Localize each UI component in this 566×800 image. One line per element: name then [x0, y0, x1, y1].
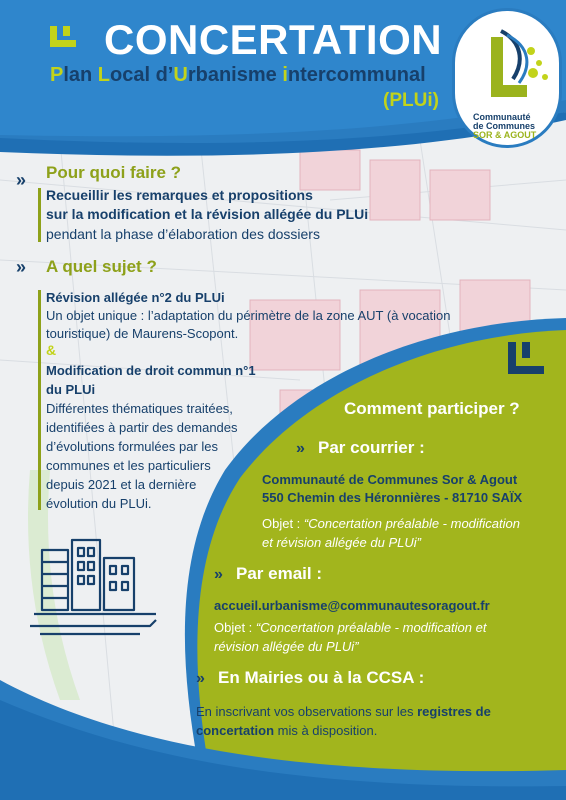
subject-item2-line: d’évolutions formulées par les: [46, 439, 218, 454]
email-heading: Par email :: [236, 564, 322, 583]
page-subtitle-acronym: (PLUi): [383, 90, 439, 111]
mairies-heading: En Mairies ou à la CCSA :: [218, 668, 425, 687]
section-heading-subject: A quel sujet ?: [46, 257, 157, 276]
subject-item2-title-1: Modification de droit commun n°1: [46, 363, 256, 378]
courrier-address-1: Communauté de Communes Sor & Agout: [262, 472, 518, 487]
courrier-heading: Par courrier :: [318, 438, 425, 457]
double-chevron-icon: »: [16, 257, 27, 277]
city-buildings-icon: [30, 530, 160, 640]
double-chevron-icon: »: [196, 670, 205, 687]
section-divider-bar: [38, 290, 41, 510]
subject-item1-text-2: touristique) de Maurens-Scopont.: [46, 326, 239, 341]
subject-item2-line: communes et les particuliers: [46, 458, 211, 473]
courrier-object: Objet : “Concertation préalable - modification et révision allégée du PLUi”: [262, 516, 520, 550]
section-divider-bar: [38, 188, 41, 242]
page-subtitle: Plan Local d’Urbanisme intercommunal: [50, 64, 426, 86]
email-address-link[interactable]: accueil.urbanisme@communautesoragout.fr: [214, 598, 490, 613]
ampersand-separator: &: [46, 342, 57, 358]
mairies-text: En inscrivant vos observations sur les registres de concertation mis à disposition.: [196, 704, 491, 738]
why-bold-line-1: Recueillir les remarques et propositions: [46, 187, 313, 203]
section-heading-why: Pour quoi faire ?: [46, 163, 182, 182]
subject-item1-text-1: Un objet unique : l’adaptation du périmètre de la zone AUT (à vocation: [46, 308, 451, 323]
why-bold-line-2: sur la modification et la révision allégée du PLUi: [46, 206, 369, 222]
courrier-address-2: 550 Chemin des Héronnières - 81710 SAÏX: [262, 490, 523, 505]
double-chevron-icon: »: [16, 170, 27, 190]
double-chevron-icon: »: [296, 440, 305, 457]
why-line-3: pendant la phase d’élaboration des dossiers: [46, 226, 320, 242]
l-shape-decoration-icon: [504, 342, 550, 382]
logo-text: Communauté de Communes SOR & AGOUT: [473, 112, 537, 140]
community-logo: [452, 8, 562, 148]
subject-item2-line: évolution du PLUi.: [46, 496, 152, 511]
subject-item1-title: Révision allégée n°2 du PLUi: [46, 290, 225, 305]
subject-item2-line: depuis 2021 et la dernière: [46, 477, 197, 492]
header: [0, 0, 566, 168]
subject-item2-line: Différentes thématiques traitées,: [46, 401, 233, 416]
participation-title: Comment participer ?: [344, 399, 520, 418]
double-chevron-icon: »: [214, 566, 223, 583]
subject-item2-title-2: du PLUi: [46, 382, 96, 397]
l-shape-logo-icon: [46, 26, 88, 54]
logo-emblem-icon: [461, 21, 553, 113]
subject-item2-line: identifiées à partir des demandes: [46, 420, 238, 435]
page-title: CONCERTATION: [104, 16, 443, 63]
email-object: Objet : “Concertation préalable - modification et révision allégée du PLUi”: [214, 620, 487, 654]
